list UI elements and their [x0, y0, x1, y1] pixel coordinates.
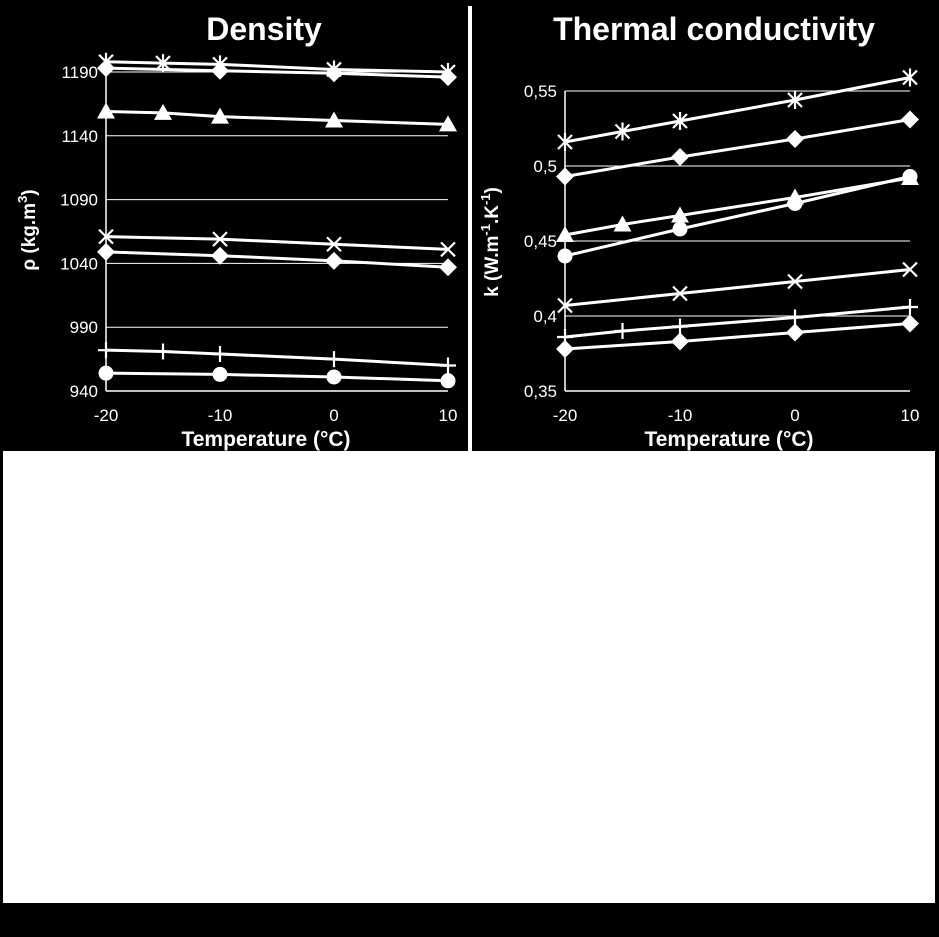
thermal-conductivity-y-tick-label: 0,45	[523, 232, 557, 251]
thermal-conductivity-x-tick-label: 0	[790, 406, 800, 425]
thermal-conductivity-x-axis-label: Temperature (°C)	[644, 428, 814, 451]
density-data-point-circle	[213, 367, 228, 382]
density-x-tick-label: -20	[93, 406, 119, 425]
density-x-tick-label: 10	[438, 406, 458, 425]
density-y-axis-label-superscript: 3	[15, 195, 30, 203]
density-x-axis-label: Temperature (°C)	[181, 428, 351, 451]
density-data-point-circle	[327, 369, 342, 384]
density-title: Density	[206, 11, 322, 47]
density-data-point-circle	[99, 366, 114, 381]
thermal-conductivity-y-tick-label: 0,55	[523, 82, 557, 101]
thermal-conductivity-y-axis-label-superscript-1: -1	[478, 224, 493, 236]
thermal-conductivity-y-axis-label-tail: )	[482, 187, 503, 194]
density-y-tick-label: 940	[69, 382, 98, 401]
blank-area	[3, 451, 935, 903]
density-y-tick-label: 1090	[60, 190, 98, 210]
thermal-conductivity-y-axis-label-superscript-2: -1	[478, 193, 493, 206]
density-y-tick-label: 1140	[61, 126, 98, 146]
density-y-axis-label-main: ρ (kg.m	[19, 202, 40, 271]
thermal-conductivity-data-point-circle	[673, 222, 688, 237]
density-x-tick-label: -10	[207, 406, 233, 425]
thermal-conductivity-data-point-circle	[558, 249, 573, 264]
thermal-conductivity-y-tick-label: 0,35	[523, 382, 557, 401]
thermal-conductivity-x-tick-label: -20	[552, 406, 578, 425]
density-y-axis-label-tail: )	[19, 189, 40, 196]
thermal-conductivity-y-tick-label: 0,4	[533, 307, 557, 326]
thermal-conductivity-y-axis-label-mid: .K	[482, 205, 503, 225]
density-y-tick-label: 990	[69, 318, 98, 338]
thermal-conductivity-y-tick-label: 0,5	[533, 157, 557, 176]
thermal-conductivity-x-tick-label: -10	[667, 406, 693, 425]
thermal-conductivity-title: Thermal conductivity	[553, 11, 875, 47]
thermal-conductivity-y-axis-label-main: k (W.m	[482, 235, 503, 297]
thermal-conductivity-x-tick-label: 10	[900, 406, 920, 425]
density-data-point-circle	[441, 373, 456, 388]
thermal-conductivity-data-point-circle	[903, 169, 918, 184]
density-y-tick-label: 1040	[60, 254, 98, 274]
density-y-tick-label: 1190	[61, 63, 98, 82]
density-x-tick-label: 0	[329, 406, 339, 425]
thermal-conductivity-data-point-circle	[788, 196, 803, 211]
